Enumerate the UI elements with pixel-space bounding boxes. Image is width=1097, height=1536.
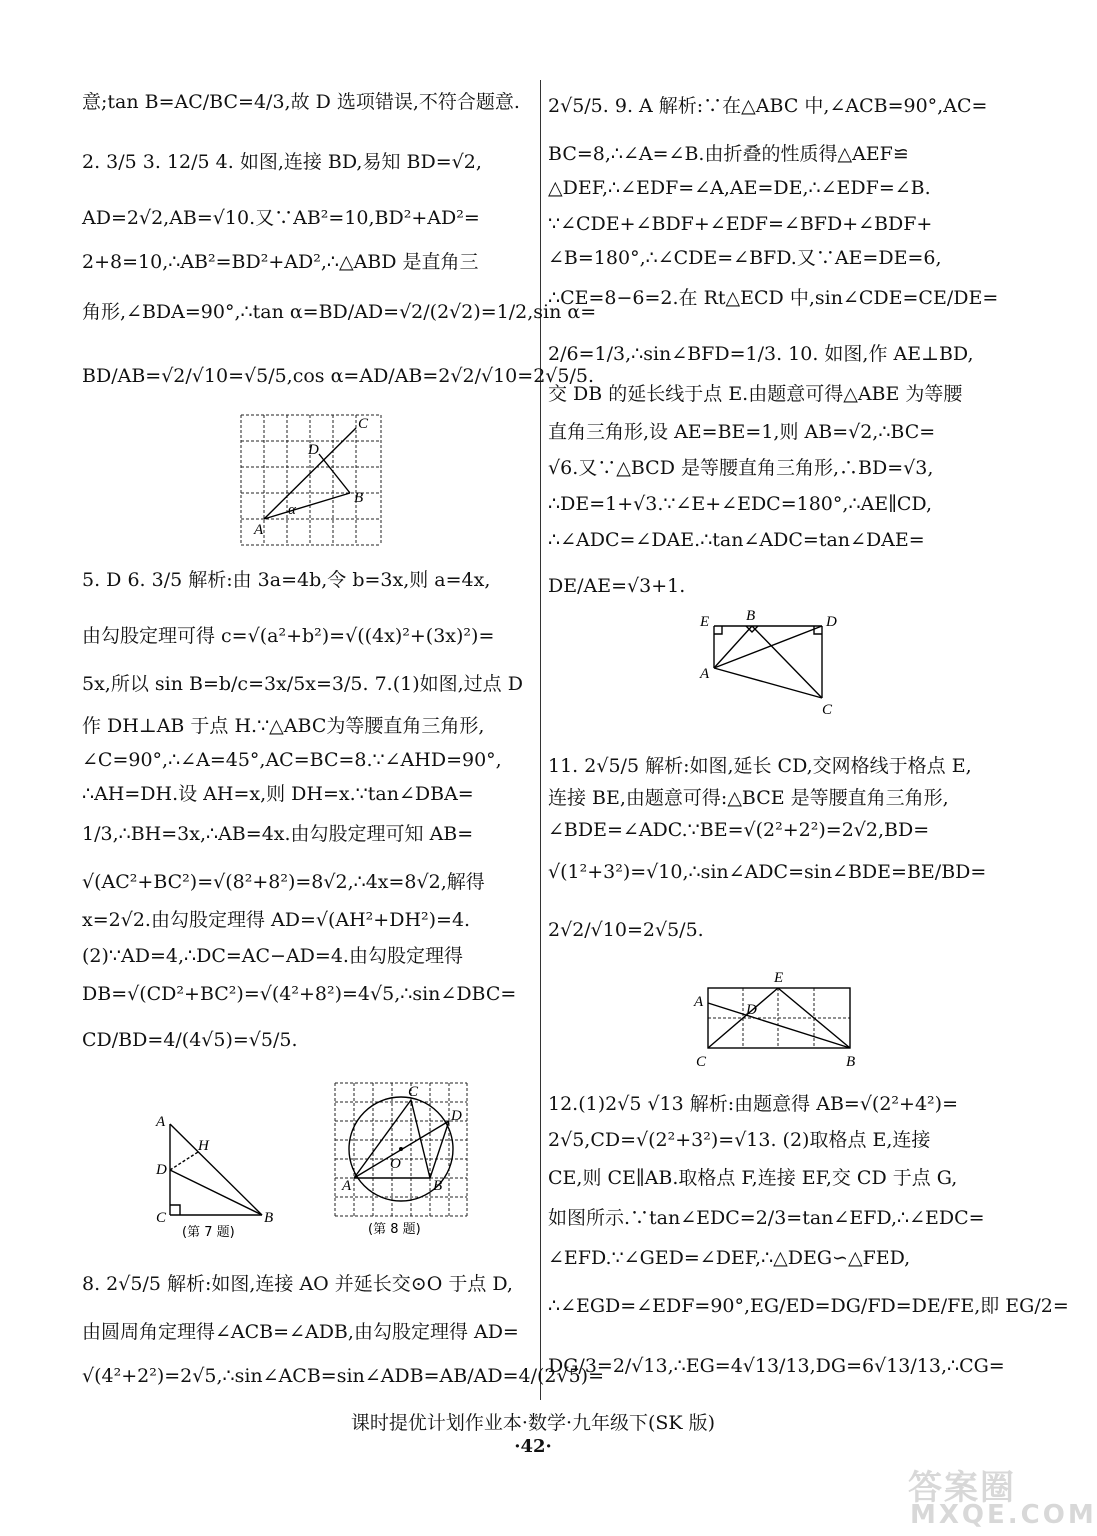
label-c: C: [156, 1210, 167, 1226]
label-b: B: [264, 1210, 274, 1226]
text-line: √(AC²+BC²)=√(8²+8²)=8√2,∴4x=8√2,解得: [82, 871, 485, 893]
label-b: B: [354, 490, 364, 506]
text-line: 5x,所以 sin B=b/c=3x/5x=3/5. 7.(1)如图,过点 D: [82, 673, 523, 695]
label-a: A: [156, 1114, 166, 1130]
text-line: 2√5,CD=√(2²+3²)=√13. (2)取格点 E,连接: [548, 1129, 931, 1151]
text-line: 2+8=10,∴AB²=BD²+AD²,∴△ABD 是直角三: [82, 251, 479, 273]
text-line: 5. D 6. 3/5 解析:由 3a=4b,令 b=3x,则 a=4x,: [82, 569, 491, 591]
label-a: A: [694, 994, 704, 1010]
text-line: AD=2√2,AB=√10.又∵AB²=10,BD²+AD²=: [82, 207, 480, 229]
figure-q8-caption: (第 8 题): [368, 1222, 421, 1237]
text-line: ∴∠EGD=∠EDF=90°,EG/ED=DG/FD=DE/FE,即 EG/2=: [548, 1295, 1069, 1317]
column-divider: [540, 80, 541, 1400]
text-line: 2. 3/5 3. 12/5 4. 如图,连接 BD,易知 BD=√2,: [82, 151, 482, 173]
text-line: ∴AH=DH.设 AH=x,则 DH=x.∵tan∠DBA=: [82, 783, 474, 805]
text-line: 直角三角形,设 AE=BE=1,则 AB=√2,∴BC=: [548, 421, 936, 443]
text-line: x=2√2.由勾股定理得 AD=√(AH²+DH²)=4.: [82, 909, 471, 931]
label-b: B: [433, 1178, 443, 1194]
text-line: 11. 2√5/5 解析:如图,延长 CD,交网格线于格点 E,: [548, 755, 972, 777]
label-o: O: [390, 1156, 401, 1172]
label-c: C: [822, 702, 833, 718]
label-e: E: [700, 614, 710, 630]
label-b: B: [746, 608, 756, 624]
text-line: CE,则 CE∥AB.取格点 F,连接 EF,交 CD 于点 G,: [548, 1167, 958, 1189]
text-line: 8. 2√5/5 解析:如图,连接 AO 并延长交⊙O 于点 D,: [82, 1273, 513, 1295]
text-line: 连接 BE,由题意可得:△BCE 是等腰直角三角形,: [548, 787, 949, 809]
text-line: 由勾股定理可得 c=√(a²+b²)=√((4x)²+(3x)²)=: [82, 625, 495, 647]
label-d: D: [746, 1002, 757, 1018]
text-line: DB=√(CD²+BC²)=√(4²+8²)=4√5,∴sin∠DBC=: [82, 983, 517, 1005]
label-d: D: [451, 1108, 462, 1124]
text-line: ∴∠ADC=∠DAE.∴tan∠ADC=tan∠DAE=: [548, 529, 925, 551]
text-line: BD/AB=√2/√10=√5/5,cos α=AD/AB=2√2/√10=2√5/5.: [82, 365, 595, 387]
figure-q10-svg: [694, 608, 854, 718]
text-line: DE/AE=√3+1.: [548, 575, 686, 597]
label-d: D: [308, 442, 319, 458]
text-line: ∠C=90°,∴∠A=45°,AC=BC=8.∵∠AHD=90°,: [82, 749, 502, 771]
label-c: C: [696, 1054, 707, 1070]
watermark-url: MXQE.COM: [910, 1500, 1097, 1530]
text-line: 2√5/5. 9. A 解析:∵在△ABC 中,∠ACB=90°,AC=: [548, 95, 988, 117]
label-d: D: [826, 614, 837, 630]
page-number: ·42·: [514, 1436, 552, 1457]
text-line: ∴DE=1+√3.∵∠E+∠EDC=180°,∴AE∥CD,: [548, 493, 933, 515]
figure-q11: [688, 970, 858, 1075]
label-b: B: [846, 1054, 856, 1070]
text-line: √(1²+3²)=√10,∴sin∠ADC=sin∠BDE=BE/BD=: [548, 861, 987, 883]
text-line: 由圆周角定理得∠ACB=∠ADB,由勾股定理得 AD=: [82, 1321, 519, 1343]
label-a: A: [342, 1178, 352, 1194]
text-line: 如图所示.∵tan∠EDC=2/3=tan∠EFD,∴∠EDC=: [548, 1207, 985, 1229]
label-a: A: [254, 522, 264, 538]
label-c: C: [358, 416, 369, 432]
text-line: ∠B=180°,∴∠CDE=∠BFD.又∵AE=DE=6,: [548, 247, 942, 269]
text-line: ∵∠CDE+∠BDF+∠EDF=∠BFD+∠BDF+: [548, 213, 933, 235]
watermark-text: 答案圈: [908, 1468, 1016, 1508]
text-line: √6.又∵△BCD 是等腰直角三角形,∴BD=√3,: [548, 457, 934, 479]
text-line: √(4²+2²)=2√5,∴sin∠ACB=sin∠ADB=AB/AD=4/(2√5)=: [82, 1365, 605, 1387]
figure-q8-svg: [330, 1078, 480, 1238]
label-d: D: [156, 1162, 167, 1178]
text-line: 2/6=1/3,∴sin∠BFD=1/3. 10. 如图,作 AE⊥BD,: [548, 343, 974, 365]
label-c: C: [408, 1084, 419, 1100]
watermark: [900, 1460, 1097, 1530]
figure-q7: [152, 1110, 282, 1240]
text-line: CD/BD=4/(4√5)=√5/5.: [82, 1029, 298, 1051]
text-line: ∴CE=8−6=2.在 Rt△ECD 中,sin∠CDE=CE/DE=: [548, 287, 999, 309]
label-h: H: [198, 1138, 209, 1154]
text-line: (2)∵AD=4,∴DC=AC−AD=4.由勾股定理得: [82, 945, 463, 967]
text-line: 作 DH⊥AB 于点 H.∵△ABC为等腰直角三角形,: [82, 715, 485, 737]
figure-q7-svg: [152, 1110, 282, 1240]
text-line: 交 DB 的延长线于点 E.由题意可得△ABE 为等腰: [548, 383, 963, 405]
figure-q7-caption: (第 7 题): [182, 1225, 235, 1240]
footer-title: 课时提优计划作业本·数学·九年级下(SK 版): [350, 1412, 716, 1434]
text-line: 意;tan B=AC/BC=4/3,故 D 选项错误,不符合题意.: [82, 91, 520, 113]
figure-q10: [694, 608, 854, 718]
text-line: DG/3=2/√13,∴EG=4√13/13,DG=6√13/13,∴CG=: [548, 1355, 1005, 1377]
figure-q8: [330, 1078, 480, 1238]
label-e: E: [774, 970, 784, 986]
figure-q11-svg: [688, 970, 858, 1075]
text-line: 角形,∠BDA=90°,∴tan α=BD/AD=√2/(2√2)=1/2,sin α=: [82, 301, 597, 323]
figure-q4: [236, 410, 386, 550]
text-line: 1/3,∴BH=3x,∴AB=4x.由勾股定理可知 AB=: [82, 823, 474, 845]
text-line: △DEF,∴∠EDF=∠A,AE=DE,∴∠EDF=∠B.: [548, 177, 931, 199]
text-line: 2√2/√10=2√5/5.: [548, 919, 704, 941]
label-a: A: [700, 666, 710, 682]
text-line: ∠EFD.∵∠GED=∠DEF,∴△DEG∽△FED,: [548, 1247, 911, 1269]
label-alpha: α: [288, 502, 296, 518]
text-line: BC=8,∴∠A=∠B.由折叠的性质得△AEF≌: [548, 143, 909, 165]
figure-q4-svg: [236, 410, 386, 550]
text-line: ∠BDE=∠ADC.∵BE=√(2²+2²)=2√2,BD=: [548, 819, 930, 841]
text-line: 12.(1)2√5 √13 解析:由题意得 AB=√(2²+4²)=: [548, 1093, 959, 1115]
